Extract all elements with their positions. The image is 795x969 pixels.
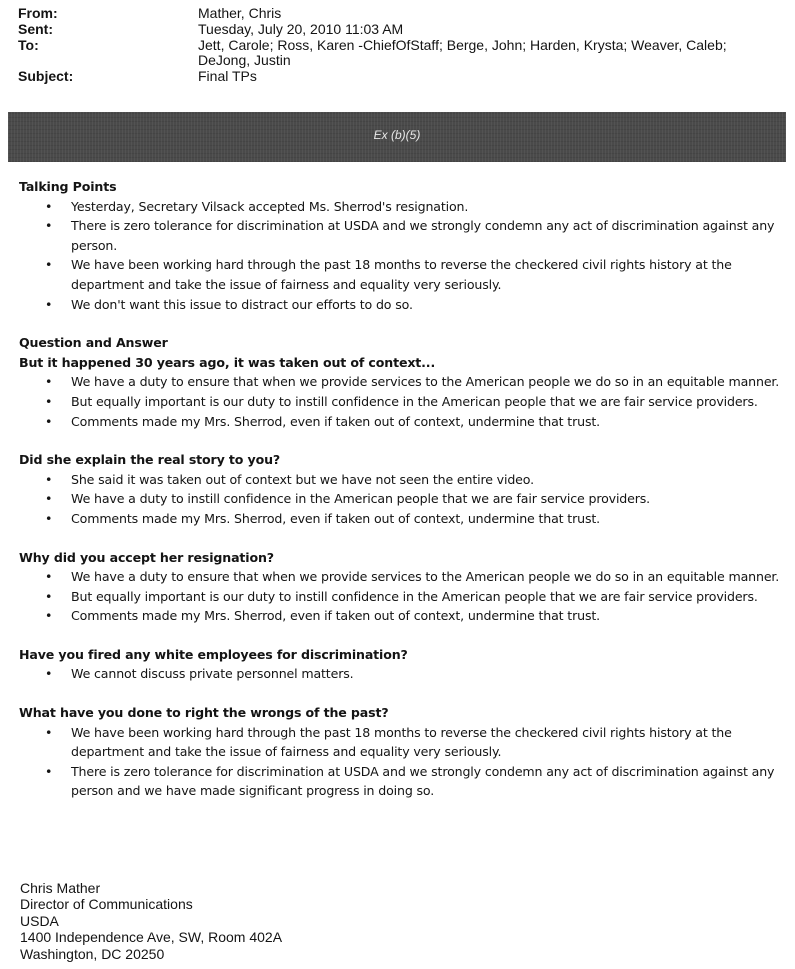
bullet-item [19,606,789,626]
bullet-text: We cannot discuss private personnel matters. [71,666,354,682]
bullet-list [19,723,789,801]
bullet-item [19,509,789,529]
bullet-text: Comments made my Mrs. Sherrod, even if taken out of context, undermine that trust. [71,608,601,624]
bullet-icon: • [45,471,53,487]
section-heading: What have you done to right the wrongs of the past? [19,705,389,721]
subject-row [18,69,768,85]
redaction-block [8,112,786,162]
bullet-list [19,664,789,684]
to-value [198,38,768,70]
bullet-item [19,664,789,684]
subject-value: Final TPs [198,68,257,85]
from-value: Mather, Chris [198,5,282,21]
bullet-icon: • [45,296,53,312]
bullet-icon: • [45,393,53,409]
to-row [18,38,768,70]
subject-label: Subject: [18,68,74,85]
signature-address: 1400 Independence Ave, SW, Room 402A [20,929,283,946]
section [19,450,789,528]
bullet-item [19,762,789,801]
bullet-text: We have been working hard through the past 18 months to reverse the checkered civil rights history at the department and take the issue of fairness and equality very seriously. [71,724,732,760]
section-heading: Question and Answer [19,335,168,351]
bullet-text: There is zero tolerance for discrimination at USDA and we strongly condemn any act of discrimination against any person and we have made significant progress in doing so. [71,763,775,799]
bullet-icon: • [45,666,53,682]
bullet-item [19,587,789,607]
bullet-icon: • [45,374,53,390]
bullet-item [19,295,789,315]
from-row [18,6,768,22]
signature-city: Washington, DC 20250 [20,945,165,962]
from-label: From: [18,5,58,21]
bullet-icon: • [45,413,53,429]
bullet-item [19,392,789,412]
bullet-item [19,216,789,255]
bullet-text: But equally important is our duty to instill confidence in the American people that we are fair service providers. [71,588,758,604]
bullet-text: Comments made my Mrs. Sherrod, even if taken out of context, undermine that trust. [71,510,601,526]
to-value-line2: DeJong, Justin [198,52,291,69]
signature-name: Chris Mather [20,880,101,896]
email-header [18,6,768,85]
bullet-list [19,197,789,315]
section [19,703,789,801]
to-value-line1: Jett, Carole; Ross, Karen -ChiefOfStaff; Berge, John; Harden, Krysta; Weaver, Caleb; [198,36,727,53]
bullet-text: Comments made my Mrs. Sherrod, even if taken out of context, undermine that trust. [71,413,601,429]
bullet-icon: • [45,724,53,740]
bullet-text: We have a duty to ensure that when we provide services to the American people we do so in an equitable manner. [71,569,780,585]
bullet-text: We have a duty to instill confidence in the American people that we are fair service providers. [71,491,651,507]
signature-title: Director of Communications [20,896,193,913]
section-heading: Why did you accept her resignation? [19,549,274,565]
bullet-item [19,723,789,762]
signature-org: USDA [20,912,59,929]
sent-row [18,22,768,38]
section [19,333,789,431]
to-label: To: [18,36,39,53]
bullet-icon: • [45,491,53,507]
bullet-list [19,567,789,626]
bullet-text: But equally important is our duty to instill confidence in the American people that we are fair service providers. [71,393,758,409]
question-heading: But it happened 30 years ago, it was taken out of context... [19,354,436,370]
signature-block [20,880,282,962]
bullet-item [19,255,789,294]
bullet-text: There is zero tolerance for discrimination at USDA and we strongly condemn any act of discrimination against any person. [71,218,775,253]
bullet-icon: • [45,588,53,604]
bullet-list [19,470,789,529]
section-heading: Did she explain the real story to you? [19,452,281,468]
redaction-label: Ex (b)(5) [373,128,421,142]
section-heading: Talking Points [19,179,117,194]
sent-value: Tuesday, July 20, 2010 11:03 AM [198,20,404,37]
section [19,548,789,626]
bullet-icon: • [45,257,53,273]
message-body [19,177,789,820]
section-heading: Have you fired any white employees for discrimination? [19,646,408,662]
bullet-icon: • [45,569,53,585]
bullet-text: We have a duty to ensure that when we provide services to the American people we do so in an equitable manner. [71,374,780,390]
bullet-icon: • [45,198,53,214]
bullet-item [19,372,789,392]
bullet-item [19,470,789,490]
section [19,177,789,314]
bullet-icon: • [45,218,53,234]
bullet-icon: • [45,608,53,624]
section [19,645,789,684]
bullet-text: Yesterday, Secretary Vilsack accepted Ms. Sherrod's resignation. [71,198,469,214]
bullet-icon: • [45,763,53,779]
bullet-text: We have been working hard through the past 18 months to reverse the checkered civil rights history at the department and take the issue of fairness and equality very seriously. [71,257,732,292]
bullet-item [19,412,789,432]
bullet-item [19,489,789,509]
bullet-text: We don't want this issue to distract our efforts to do so. [71,296,413,312]
bullet-list [19,372,789,431]
bullet-icon: • [45,510,53,526]
bullet-text: She said it was taken out of context but we have not seen the entire video. [71,471,534,487]
bullet-item [19,197,789,217]
bullet-item [19,567,789,587]
sent-label: Sent: [18,20,53,37]
